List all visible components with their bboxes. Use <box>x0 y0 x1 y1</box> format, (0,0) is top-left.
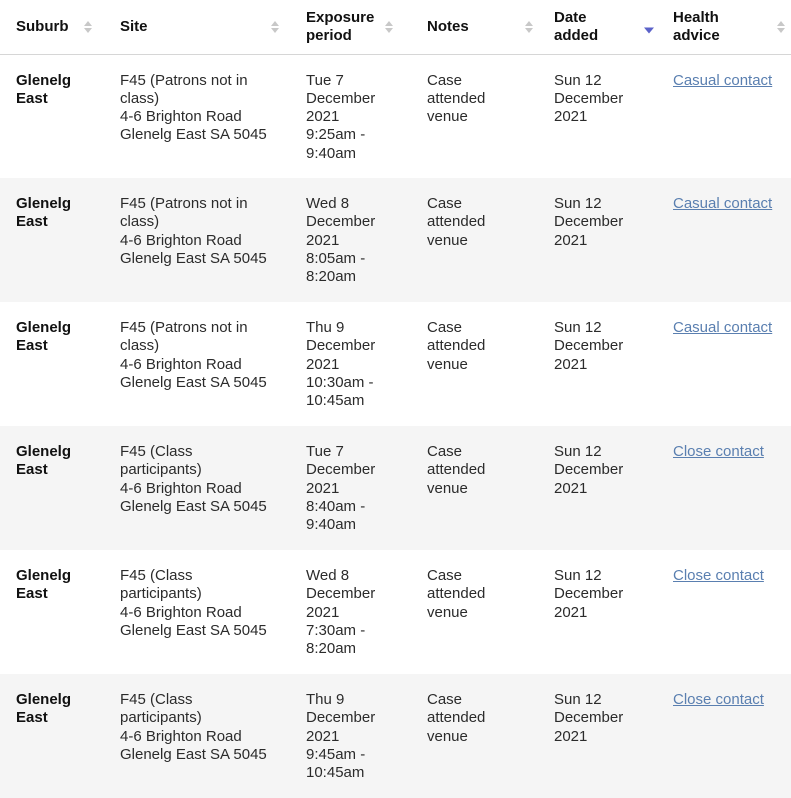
notes-cell-line: venue <box>427 108 468 126</box>
suburb-cell-line: Glenelg <box>16 71 72 89</box>
date-added-cell <box>539 426 659 550</box>
date-added-cell-line: Sun 12 <box>554 567 602 584</box>
suburb-cell-line: East <box>16 89 48 107</box>
suburb-cell-line: East <box>16 337 48 355</box>
site-cell-line: 4-6 Brighton Road <box>120 231 242 249</box>
date-added-cell-line: 2021 <box>554 479 588 497</box>
column-header-exposure[interactable] <box>291 0 412 54</box>
column-header-label-line: advice <box>673 26 720 44</box>
date-added-cell-line: Sun 12 <box>554 195 602 212</box>
table-header <box>0 0 791 54</box>
table-row <box>0 674 791 798</box>
exposure-period-cell-line: 8:20am <box>306 640 357 658</box>
table-body <box>0 54 791 798</box>
table-row <box>0 426 791 550</box>
date-added-cell-line: Sun 12 <box>554 319 602 336</box>
notes-cell-line: attended <box>427 461 486 479</box>
column-header-label-line: Exposure <box>306 8 375 26</box>
health-advice-cell <box>659 550 791 674</box>
exposure-period-cell-line: December <box>306 461 376 479</box>
column-header-site[interactable] <box>104 0 291 54</box>
date-added-cell <box>539 674 659 798</box>
exposure-period-cell <box>291 54 412 178</box>
date-added-cell <box>539 302 659 426</box>
health-advice-cell <box>659 426 791 550</box>
site-cell-line: Glenelg East SA 5045 <box>120 373 267 391</box>
notes-cell-line: attended <box>427 337 486 355</box>
suburb-cell-line: Glenelg <box>16 319 72 336</box>
sort-both-icon[interactable] <box>270 21 279 33</box>
suburb-cell-line: East <box>16 585 48 603</box>
column-header-label-line: Notes <box>427 17 469 35</box>
health-advice-link[interactable]: Casual contact <box>673 71 773 89</box>
suburb-cell <box>0 426 104 550</box>
suburb-cell-line: Glenelg <box>16 567 72 584</box>
exposure-period-cell-line: 9:45am - <box>306 745 366 763</box>
health-advice-link[interactable]: Close contact <box>673 443 764 460</box>
site-cell-line: class) <box>120 213 160 231</box>
date-added-cell-line: December <box>554 89 624 107</box>
site-cell-line: F45 (Patrons not in <box>120 319 248 336</box>
health-advice-cell <box>659 674 791 798</box>
exposure-period-cell-line: 2021 <box>306 108 340 126</box>
exposure-period-cell-line: Thu 9 <box>306 319 345 336</box>
site-cell-line: participants) <box>120 585 202 603</box>
date-added-cell <box>539 550 659 674</box>
exposure-period-cell-line: 8:20am <box>306 268 357 286</box>
suburb-cell <box>0 674 104 798</box>
sort-both-icon[interactable] <box>83 21 92 33</box>
column-header-label <box>673 9 720 45</box>
notes-cell-line: attended <box>427 585 486 603</box>
date-added-cell-line: Sun 12 <box>554 71 602 89</box>
exposure-period-cell-line: Thu 9 <box>306 691 345 708</box>
column-header-label <box>120 18 148 36</box>
site-cell <box>104 426 291 550</box>
site-cell <box>104 302 291 426</box>
date-added-cell-line: 2021 <box>554 727 588 745</box>
notes-cell-line: Case <box>427 71 463 89</box>
suburb-cell <box>0 54 104 178</box>
table-row <box>0 302 791 426</box>
site-cell-line: F45 (Class <box>120 567 193 584</box>
notes-cell <box>412 302 539 426</box>
notes-cell-line: attended <box>427 709 486 727</box>
site-cell-line: 4-6 Brighton Road <box>120 355 242 373</box>
suburb-cell <box>0 302 104 426</box>
exposure-period-cell-line: 10:45am <box>306 764 365 782</box>
column-header-label-line: Date <box>554 8 587 26</box>
notes-cell-line: Case <box>427 691 463 708</box>
site-cell-line: Glenelg East SA 5045 <box>120 249 267 267</box>
site-cell-line: participants) <box>120 709 202 727</box>
health-advice-cell <box>659 302 791 426</box>
site-cell-line: Glenelg East SA 5045 <box>120 497 267 515</box>
exposure-period-cell-line: December <box>306 213 376 231</box>
site-cell <box>104 178 291 302</box>
exposure-period-cell-line: 2021 <box>306 727 340 745</box>
column-header-suburb[interactable] <box>0 0 104 54</box>
date-added-cell <box>539 54 659 178</box>
exposure-period-cell-line: Wed 8 <box>306 567 350 584</box>
exposure-period-cell-line: 2021 <box>306 479 340 497</box>
site-cell-line: 4-6 Brighton Road <box>120 603 242 621</box>
notes-cell-line: Case <box>427 319 463 336</box>
exposure-period-cell-line: 2021 <box>306 231 340 249</box>
notes-cell <box>412 426 539 550</box>
column-header-label-line: added <box>554 26 599 44</box>
notes-cell-line: attended <box>427 213 486 231</box>
notes-cell-line: attended <box>427 89 486 107</box>
notes-cell-line: Case <box>427 567 463 584</box>
suburb-cell-line: East <box>16 709 48 727</box>
site-cell <box>104 674 291 798</box>
exposure-period-cell <box>291 178 412 302</box>
notes-cell-line: venue <box>427 355 468 373</box>
site-cell-line: F45 (Patrons not in <box>120 71 248 89</box>
exposure-period-cell-line: 7:30am - <box>306 621 366 639</box>
exposure-period-cell-line: 10:30am - <box>306 373 374 391</box>
exposure-period-cell-line: 9:40am <box>306 516 357 534</box>
exposure-period-cell-line: Tue 7 <box>306 443 344 460</box>
notes-cell-line: venue <box>427 479 468 497</box>
column-header-label <box>427 18 469 36</box>
date-added-cell-line: 2021 <box>554 603 588 621</box>
notes-cell-line: venue <box>427 727 468 745</box>
exposure-period-cell <box>291 550 412 674</box>
suburb-cell-line: East <box>16 461 48 479</box>
table-row <box>0 54 791 178</box>
site-cell <box>104 550 291 674</box>
sort-both-icon[interactable] <box>384 21 393 33</box>
suburb-cell-line: East <box>16 213 48 231</box>
suburb-cell-line: Glenelg <box>16 195 72 212</box>
health-advice-cell <box>659 54 791 178</box>
site-cell-line: F45 (Class <box>120 691 193 708</box>
health-advice-link[interactable]: Close contact <box>673 567 764 584</box>
notes-cell <box>412 178 539 302</box>
exposure-period-cell-line: 2021 <box>306 355 340 373</box>
exposure-period-cell-line: 8:05am - <box>306 249 366 267</box>
suburb-cell-line: Glenelg <box>16 443 72 460</box>
sort-descending-icon[interactable] <box>644 20 653 33</box>
header-row <box>0 0 791 54</box>
date-added-cell-line: 2021 <box>554 355 588 373</box>
column-header-label <box>554 9 598 45</box>
column-header-label-line: Site <box>120 17 148 35</box>
column-header-label-line: period <box>306 26 352 44</box>
notes-cell-line: Case <box>427 443 463 460</box>
health-advice-link[interactable]: Casual contact <box>673 319 773 336</box>
exposure-period-cell-line: 10:45am <box>306 392 365 410</box>
site-cell-line: participants) <box>120 461 202 479</box>
site-cell-line: F45 (Patrons not in <box>120 195 248 212</box>
suburb-cell <box>0 178 104 302</box>
site-cell-line: class) <box>120 337 160 355</box>
column-header-label <box>16 18 69 36</box>
exposure-period-cell-line: December <box>306 337 376 355</box>
date-added-cell-line: December <box>554 461 624 479</box>
column-header-label <box>306 9 374 45</box>
date-added-cell-line: December <box>554 213 624 231</box>
health-advice-cell <box>659 178 791 302</box>
site-cell-line: 4-6 Brighton Road <box>120 108 242 126</box>
date-added-cell-line: 2021 <box>554 108 588 126</box>
site-cell-line: Glenelg East SA 5045 <box>120 745 267 763</box>
exposure-period-cell <box>291 426 412 550</box>
exposure-period-cell-line: December <box>306 709 376 727</box>
exposure-period-cell-line: December <box>306 89 376 107</box>
notes-cell-line: venue <box>427 231 468 249</box>
exposure-period-cell <box>291 302 412 426</box>
exposure-period-cell-line: 8:40am - <box>306 497 366 515</box>
site-cell-line: class) <box>120 89 160 107</box>
date-added-cell-line: December <box>554 337 624 355</box>
notes-cell <box>412 54 539 178</box>
site-cell-line: Glenelg East SA 5045 <box>120 126 267 144</box>
exposure-period-cell-line: Tue 7 <box>306 71 344 89</box>
column-header-health[interactable] <box>659 0 791 54</box>
site-cell-line: 4-6 Brighton Road <box>120 479 242 497</box>
site-cell <box>104 54 291 178</box>
site-cell-line: 4-6 Brighton Road <box>120 727 242 745</box>
date-added-cell-line: 2021 <box>554 231 588 249</box>
suburb-cell <box>0 550 104 674</box>
notes-cell-line: Case <box>427 195 463 212</box>
date-added-cell-line: Sun 12 <box>554 691 602 708</box>
date-added-cell-line: Sun 12 <box>554 443 602 460</box>
column-header-date[interactable] <box>539 0 659 54</box>
health-advice-link[interactable]: Casual contact <box>673 195 773 212</box>
exposure-period-cell-line: 9:40am <box>306 144 357 162</box>
exposure-period-cell-line: 9:25am - <box>306 126 366 144</box>
notes-cell <box>412 550 539 674</box>
suburb-cell-line: Glenelg <box>16 691 72 708</box>
exposure-period-cell-line: 2021 <box>306 603 340 621</box>
table-row <box>0 178 791 302</box>
column-header-label-line: Health <box>673 8 719 26</box>
sort-both-icon[interactable] <box>776 21 785 33</box>
notes-cell <box>412 674 539 798</box>
site-cell-line: Glenelg East SA 5045 <box>120 621 267 639</box>
table-row <box>0 550 791 674</box>
exposure-period-cell-line: December <box>306 585 376 603</box>
exposure-period-cell <box>291 674 412 798</box>
notes-cell-line: venue <box>427 603 468 621</box>
column-header-notes[interactable] <box>412 0 539 54</box>
date-added-cell-line: December <box>554 709 624 727</box>
health-advice-link[interactable]: Close contact <box>673 691 764 708</box>
date-added-cell <box>539 178 659 302</box>
exposure-period-cell-line: Wed 8 <box>306 195 350 212</box>
sort-both-icon[interactable] <box>524 21 533 33</box>
date-added-cell-line: December <box>554 585 624 603</box>
column-header-label-line: Suburb <box>16 17 69 35</box>
site-cell-line: F45 (Class <box>120 443 193 460</box>
